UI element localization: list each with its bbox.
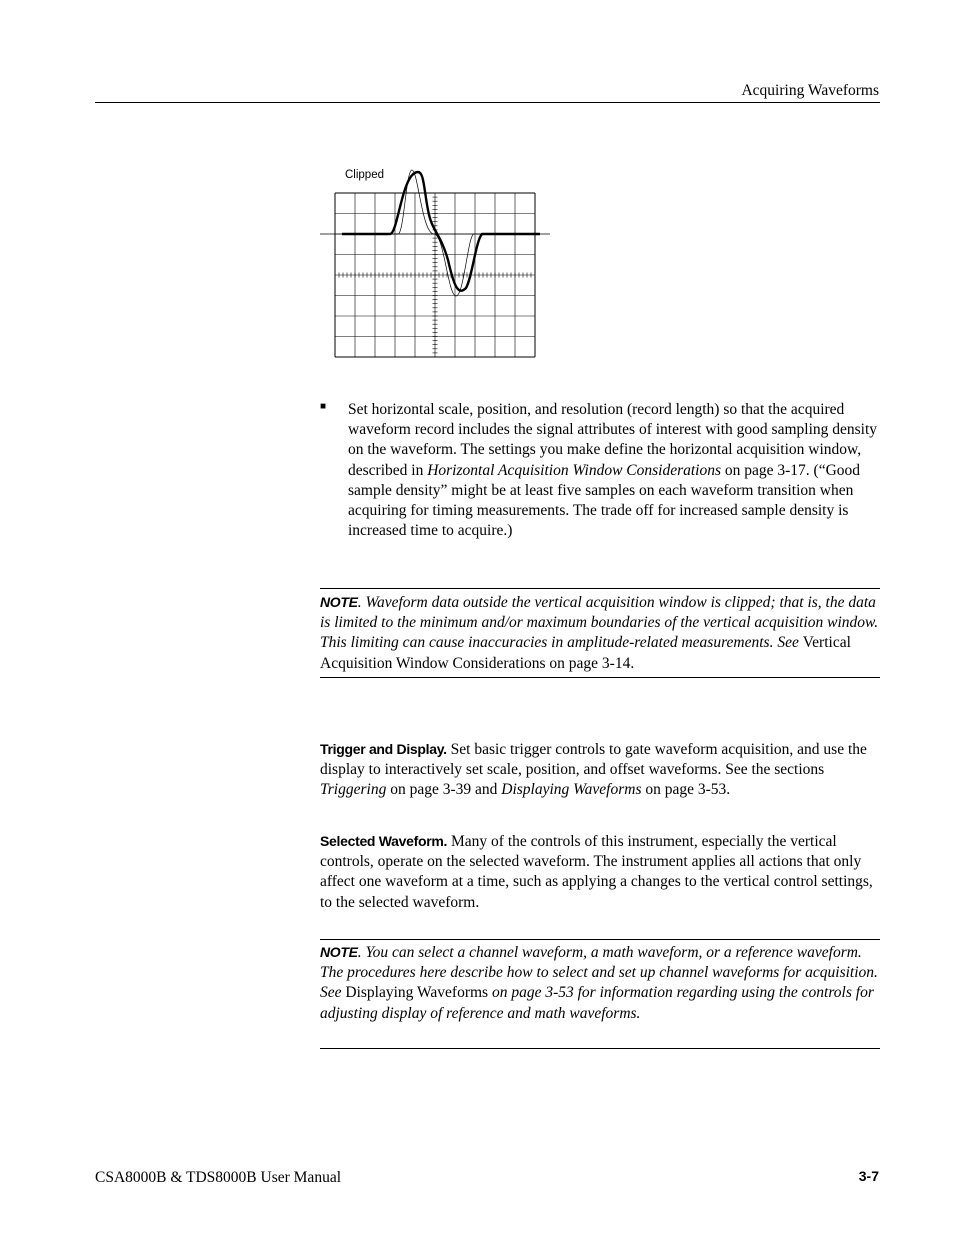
trigger-text-1: Set basic trigger controls to gate waveform acquisition, and use the display to interactively set scale, position, and offset waveforms. See the sections <box>320 741 867 779</box>
trigger-display-heading: Trigger and Display. <box>320 741 447 757</box>
clipped-waveform <box>342 172 540 291</box>
displaying-waveforms-crossref: Displaying Waveforms <box>501 781 642 799</box>
triggering-crossref: Triggering <box>320 781 387 799</box>
note1-label: NOTE <box>320 594 358 610</box>
note1-bottom-rule <box>320 677 880 678</box>
note2-top-rule <box>320 939 880 940</box>
bullet-crossref: Horizontal Acquisition Window Considerations <box>427 461 722 479</box>
note1-text: . Waveform data outside the vertical acquisition window is clipped; that is, the data is limited to the minimum and/or maximum boundaries of the vertical acquisition window. This limiting can cause inaccuracies in amplitude-related measurements. See <box>320 594 879 652</box>
note1-crossref: Vertical Acquisition Window Considerations on page 3-14. <box>320 634 851 672</box>
bullet-marker: ■ <box>320 401 327 412</box>
selected-waveform-paragraph <box>320 831 880 913</box>
waveform-graticule <box>318 160 558 370</box>
bullet-text-1: Set horizontal scale, position, and resolution (record length) so that the acquired waveform record includes the signal attributes of interest with good sampling density on the waveform. The settings you make define the horizontal acquisition window, described in <box>348 401 878 479</box>
bullet-paragraph <box>348 400 883 541</box>
note1-paragraph <box>320 592 885 674</box>
figure-label: Clipped <box>345 169 384 181</box>
trigger-text-2: on page 3-39 and <box>386 781 502 799</box>
header-rule <box>95 102 880 103</box>
selected-waveform-heading: Selected Waveform. <box>320 833 448 849</box>
note1-top-rule <box>320 588 880 589</box>
trigger-text-3: on page 3-53. <box>641 781 731 799</box>
clipped-waveform-figure <box>318 160 558 370</box>
bullet-text-2: on page 3-17. (“Good sample density” might be at least five samples on each waveform transition when acquiring for timing measurements. The trade off for increased sample density is increased time to acquire.) <box>348 461 861 540</box>
footer-page-number: 3-7 <box>858 1168 879 1184</box>
note2-paragraph <box>320 942 885 1024</box>
trigger-display-paragraph <box>320 739 880 801</box>
note2-text-1: . You can select a channel waveform, a math waveform, or a reference waveform. The procedures here describe how to select and set up channel waveforms for acquisition. See <box>320 944 878 1002</box>
note2-label: NOTE <box>320 944 358 960</box>
selected-waveform-text: Many of the controls of this instrument, especially the vertical controls, operate on the selected waveform. The instrument applies all actions that only affect one waveform at a time, such as applying a changes to the vertical control settings, to the selected waveform. <box>320 833 873 911</box>
running-header: Acquiring Waveforms <box>741 82 879 99</box>
note2-bottom-rule <box>320 1048 880 1049</box>
note2-text-2: on page 3-53 for information regarding using the controls for adjusting display of reference and math waveforms. <box>320 984 874 1022</box>
note2-crossref: Displaying Waveforms <box>345 984 489 1002</box>
footer-manual-title: CSA8000B & TDS8000B User Manual <box>95 1169 342 1186</box>
